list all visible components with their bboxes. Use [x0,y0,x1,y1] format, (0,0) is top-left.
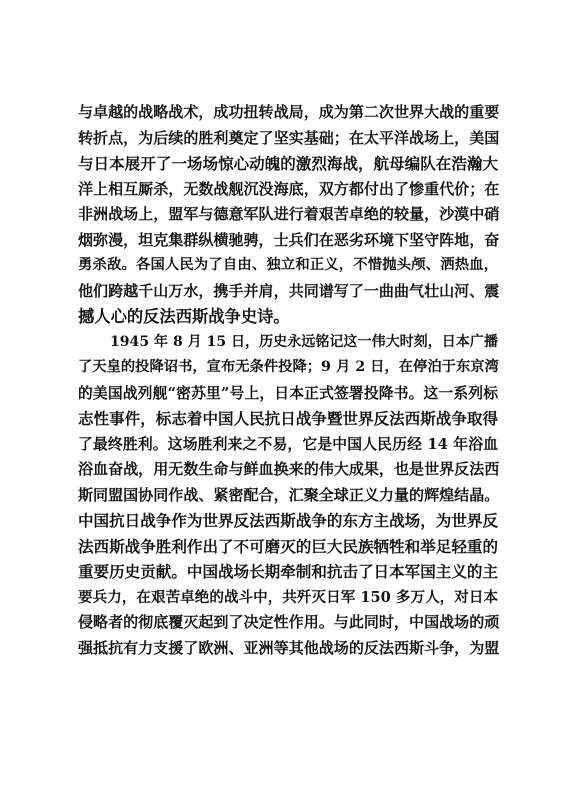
text-line: 重要历史贡献。中国战场长期牵制和抗击了日本军国主义的主 [78,562,498,581]
paragraph-2 [78,330,498,662]
text-line: 1945 年 8 月 15 日，历史永远铭记这一伟大时刻，日本广播 [110,333,498,350]
text-line: 与日本展开了一场场惊心动魄的激烈海战，航母编队在浩瀚大 [78,154,498,173]
text-line: 志性事件，标志着中国人民抗日战争暨世界反法西斯战争取得 [78,409,498,428]
text-line: 了天皇的投降诏书，宣布无条件投降；9 月 2 日，在停泊于东京湾 [78,359,499,375]
paragraph-1 [78,100,498,330]
text-line: 中国抗日战争作为世界反法西斯战争的东方主战场，为世界反 [78,511,498,530]
text-line: 撼人心的反法西斯战争史诗。 [78,307,290,326]
text-line: 烟弥漫，坦克集群纵横驰骋，士兵们在恶劣环境下坚守阵地，奋 [78,230,500,249]
text-line: 斯同盟国协同作战、紧密配合，汇聚全球正义力量的辉煌结晶。 [78,485,500,504]
text-line: 要兵力，在艰苦卓绝的战斗中，共歼灭日军 150 多万人，对日本 [78,588,498,606]
text-line: 的美国战列舰“密苏里”号上，日本正式签署投降书。这一系列标 [78,384,498,402]
text-line: 非洲战场上，盟军与德意军队进行着艰苦卓绝的较量，沙漠中硝 [78,205,500,223]
text-line: 与卓越的战略战术，成功扭转战局，成为第二次世界大战的重要 [78,103,500,121]
text-line: 浴血奋战，用无数生命与鲜血换来的伟大成果，也是世界反法西 [78,460,500,478]
text-line: 了最终胜利。这场胜利来之不易，它是中国人民历经 14 年浴血 [78,435,498,453]
body-text [78,100,498,661]
text-line: 转折点，为后续的胜利奠定了坚实基础；在太平洋战场上，美国 [78,128,500,147]
text-line: 他们跨越千山万水，携手并肩，共同谱写了一曲曲气壮山河、震 [78,281,500,300]
text-line: 强抵抗有力支援了欧洲、亚洲等其他战场的反法西斯斗争，为盟 [78,638,500,657]
text-line: 侵略者的彻底覆灭起到了决定性作用。与此同时，中国战场的顽 [78,613,500,631]
text-line: 洋上相互厮杀，无数战舰沉没海底，双方都付出了惨重代价；在 [78,179,500,198]
text-line: 勇杀敌。各国人民为了自由、独立和正义，不惜抛头颅、洒热血， [78,257,498,273]
text-line: 法西斯战争胜利作出了不可磨灭的巨大民族牺牲和举足轻重的 [78,536,498,556]
